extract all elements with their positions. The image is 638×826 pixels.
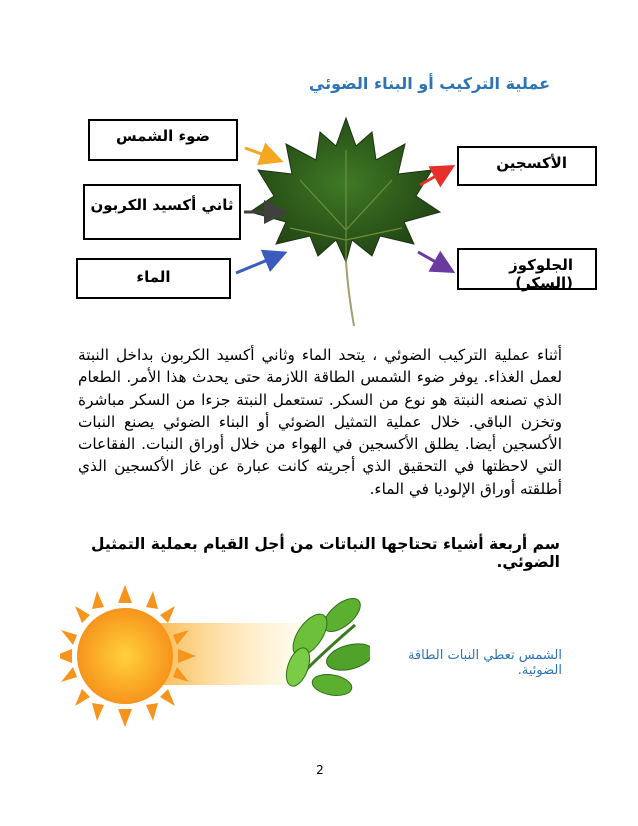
page-number: 2 bbox=[316, 763, 324, 777]
sunlight-box bbox=[88, 119, 238, 161]
water-label: الماء bbox=[136, 268, 171, 286]
glucose-label: الجلوكوز (السكر) bbox=[509, 256, 573, 292]
body-paragraph: أثناء عملية التركيب الضوئي ، يتحد الماء وثاني أكسيد الكربون بداخل النبتة لعمل الغذاء. يوفر ضوء الشمس الطاقة اللازمة حتى يحدث هذا الأمر. الطعام الذي تصنعه النبتة هو نوع من السكر. تستعمل النبتة جزءا من السكر مباشرة وتخزن الباقي. خلال عملية التمثيل الضوئي أو البناء الضوئي يصنع النبات الأكسجين أيضا. يطلق الأكسجين في الهواء من خلال أوراق النبات. الفقاعات التي لاحظتها في التحقيق الذي أجريته كانت عبارة عن غاز الأكسجين الذي أطلقته أوراق الإلوديا في الماء. bbox=[78, 346, 562, 498]
glucose-box bbox=[457, 248, 597, 290]
co2-label: ثاني أكسيد الكربون bbox=[90, 196, 234, 214]
sun-leaves-illustration bbox=[60, 585, 370, 735]
glucose-arrow bbox=[418, 252, 450, 270]
co2-box bbox=[83, 184, 241, 240]
oxygen-box bbox=[457, 146, 597, 186]
page-title: عملية التركيب أو البناء الضوئي bbox=[308, 74, 550, 93]
sun-arrow bbox=[245, 148, 278, 160]
sunlight-label: ضوء الشمس bbox=[115, 127, 211, 145]
water-arrow bbox=[236, 254, 282, 273]
green-leaves-icon bbox=[282, 592, 370, 698]
figure-caption: الشمس تعطي النبات الطاقة الضوئية. bbox=[407, 648, 562, 678]
water-box bbox=[76, 258, 231, 299]
maple-leaf-icon bbox=[250, 118, 440, 326]
question-text: سم أربعة أشياء تحتاجها النباتات من أجل القيام بعملية التمثيل الضوئي. bbox=[91, 535, 560, 571]
oxygen-label: الأكسجين bbox=[496, 154, 567, 172]
